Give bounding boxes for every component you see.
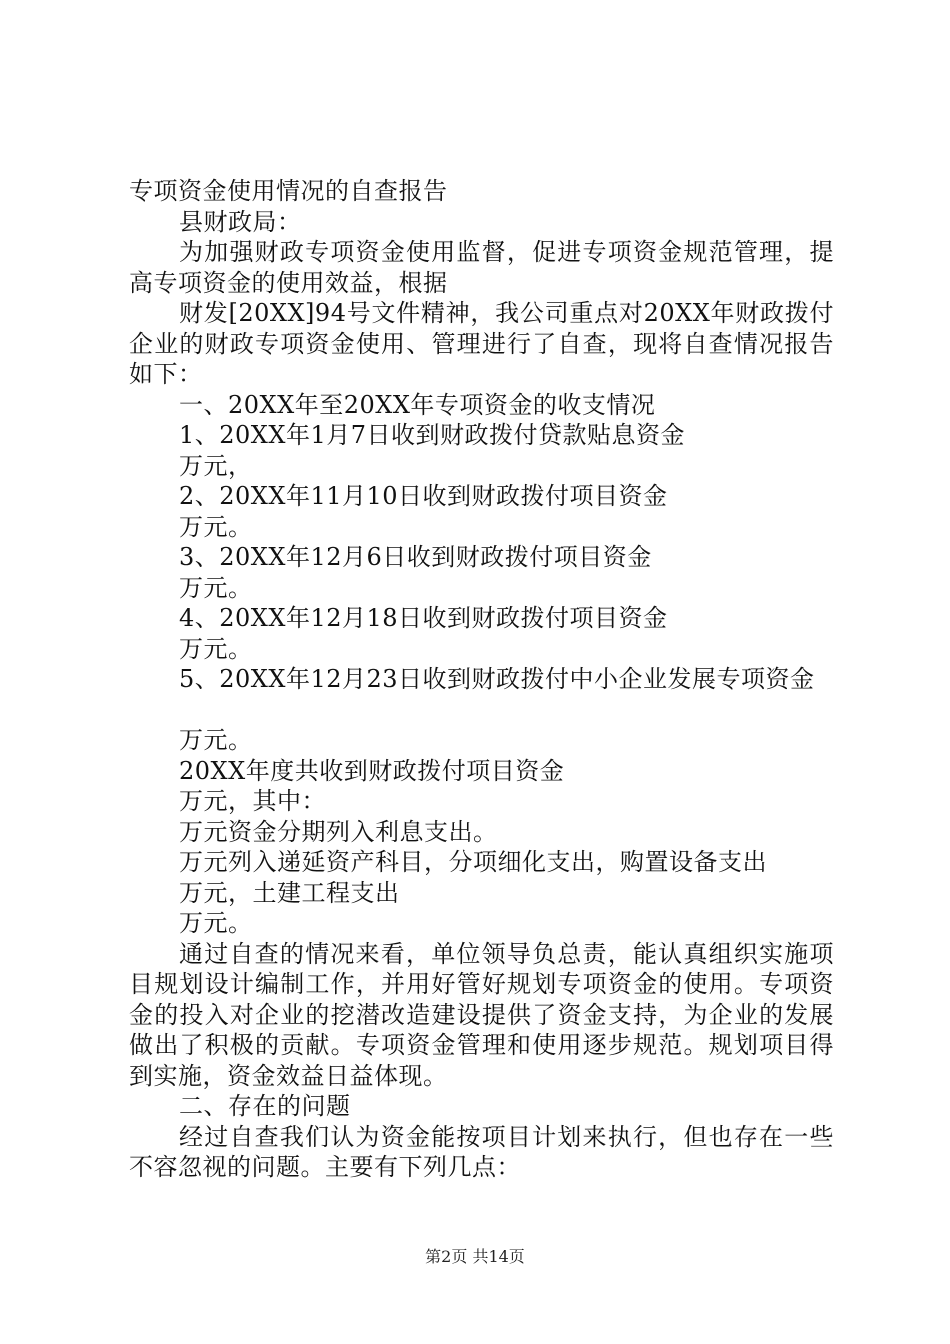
detail-line: 万元列入递延资产科目，分项细化支出，购置设备支出	[179, 848, 767, 876]
list-item-unit: 万元。	[179, 573, 253, 602]
list-item: 4、20XX年12月18日收到财政拨付项目资金	[179, 604, 668, 632]
detail-line: 万元，土建工程支出	[179, 878, 400, 907]
list-item: 5、20XX年12月23日收到财政拨付中小企业发展专项资金	[179, 665, 815, 693]
document-body	[129, 176, 834, 1183]
intro-paragraph: 为加强财政专项资金使用监督，促进专项资金规范管理，提高专项资金的使用效益，根据	[129, 238, 834, 297]
total-line: 20XX年度共收到财政拨付项目资金	[179, 756, 565, 785]
list-item-unit: 万元。	[179, 512, 253, 541]
basis-paragraph: 财发[20XX]94号文件精神，我公司重点对20XX年财政拨付企业的财政专项资金使用、管理进行了自查，现将自查情况报告如下：	[129, 299, 834, 388]
detail-line: 万元资金分期列入利息支出。	[179, 817, 498, 846]
list-item-unit: 万元。	[179, 634, 253, 663]
list-item-unit: 万元。	[179, 726, 253, 754]
total-unit-line: 万元，其中：	[179, 787, 326, 815]
page-number-footer: 第2页 共14页	[425, 1247, 525, 1266]
list-item-unit: 万元，	[179, 451, 253, 480]
section-heading-1: 一、20XX年至20XX年专项资金的收支情况	[179, 390, 656, 419]
list-item: 2、20XX年11月10日收到财政拨付项目资金	[179, 482, 668, 510]
addressee: 县财政局：	[179, 207, 302, 236]
issues-paragraph: 经过自查我们认为资金能按项目计划来执行，但也存在一些不容忽视的问题。主要有下列几点：	[129, 1122, 834, 1181]
list-item: 3、20XX年12月6日收到财政拨付项目资金	[179, 543, 652, 571]
list-item: 1、20XX年1月7日收到财政拨付贷款贴息资金	[179, 421, 686, 449]
section-heading-2: 二、存在的问题	[179, 1092, 351, 1120]
document-title: 专项资金使用情况的自查报告	[129, 177, 448, 205]
detail-line: 万元。	[179, 909, 253, 937]
summary-paragraph: 通过自查的情况来看，单位领导负总责，能认真组织实施项目规划设计编制工作，并用好管好规划专项资金的使用。专项资金的投入对企业的挖潜改造建设提供了资金支持，为企业的发展做出了积极的贡献。专项资金管理和使用逐步规范。规划项目得到实施，资金效益日益体现。	[129, 939, 834, 1090]
